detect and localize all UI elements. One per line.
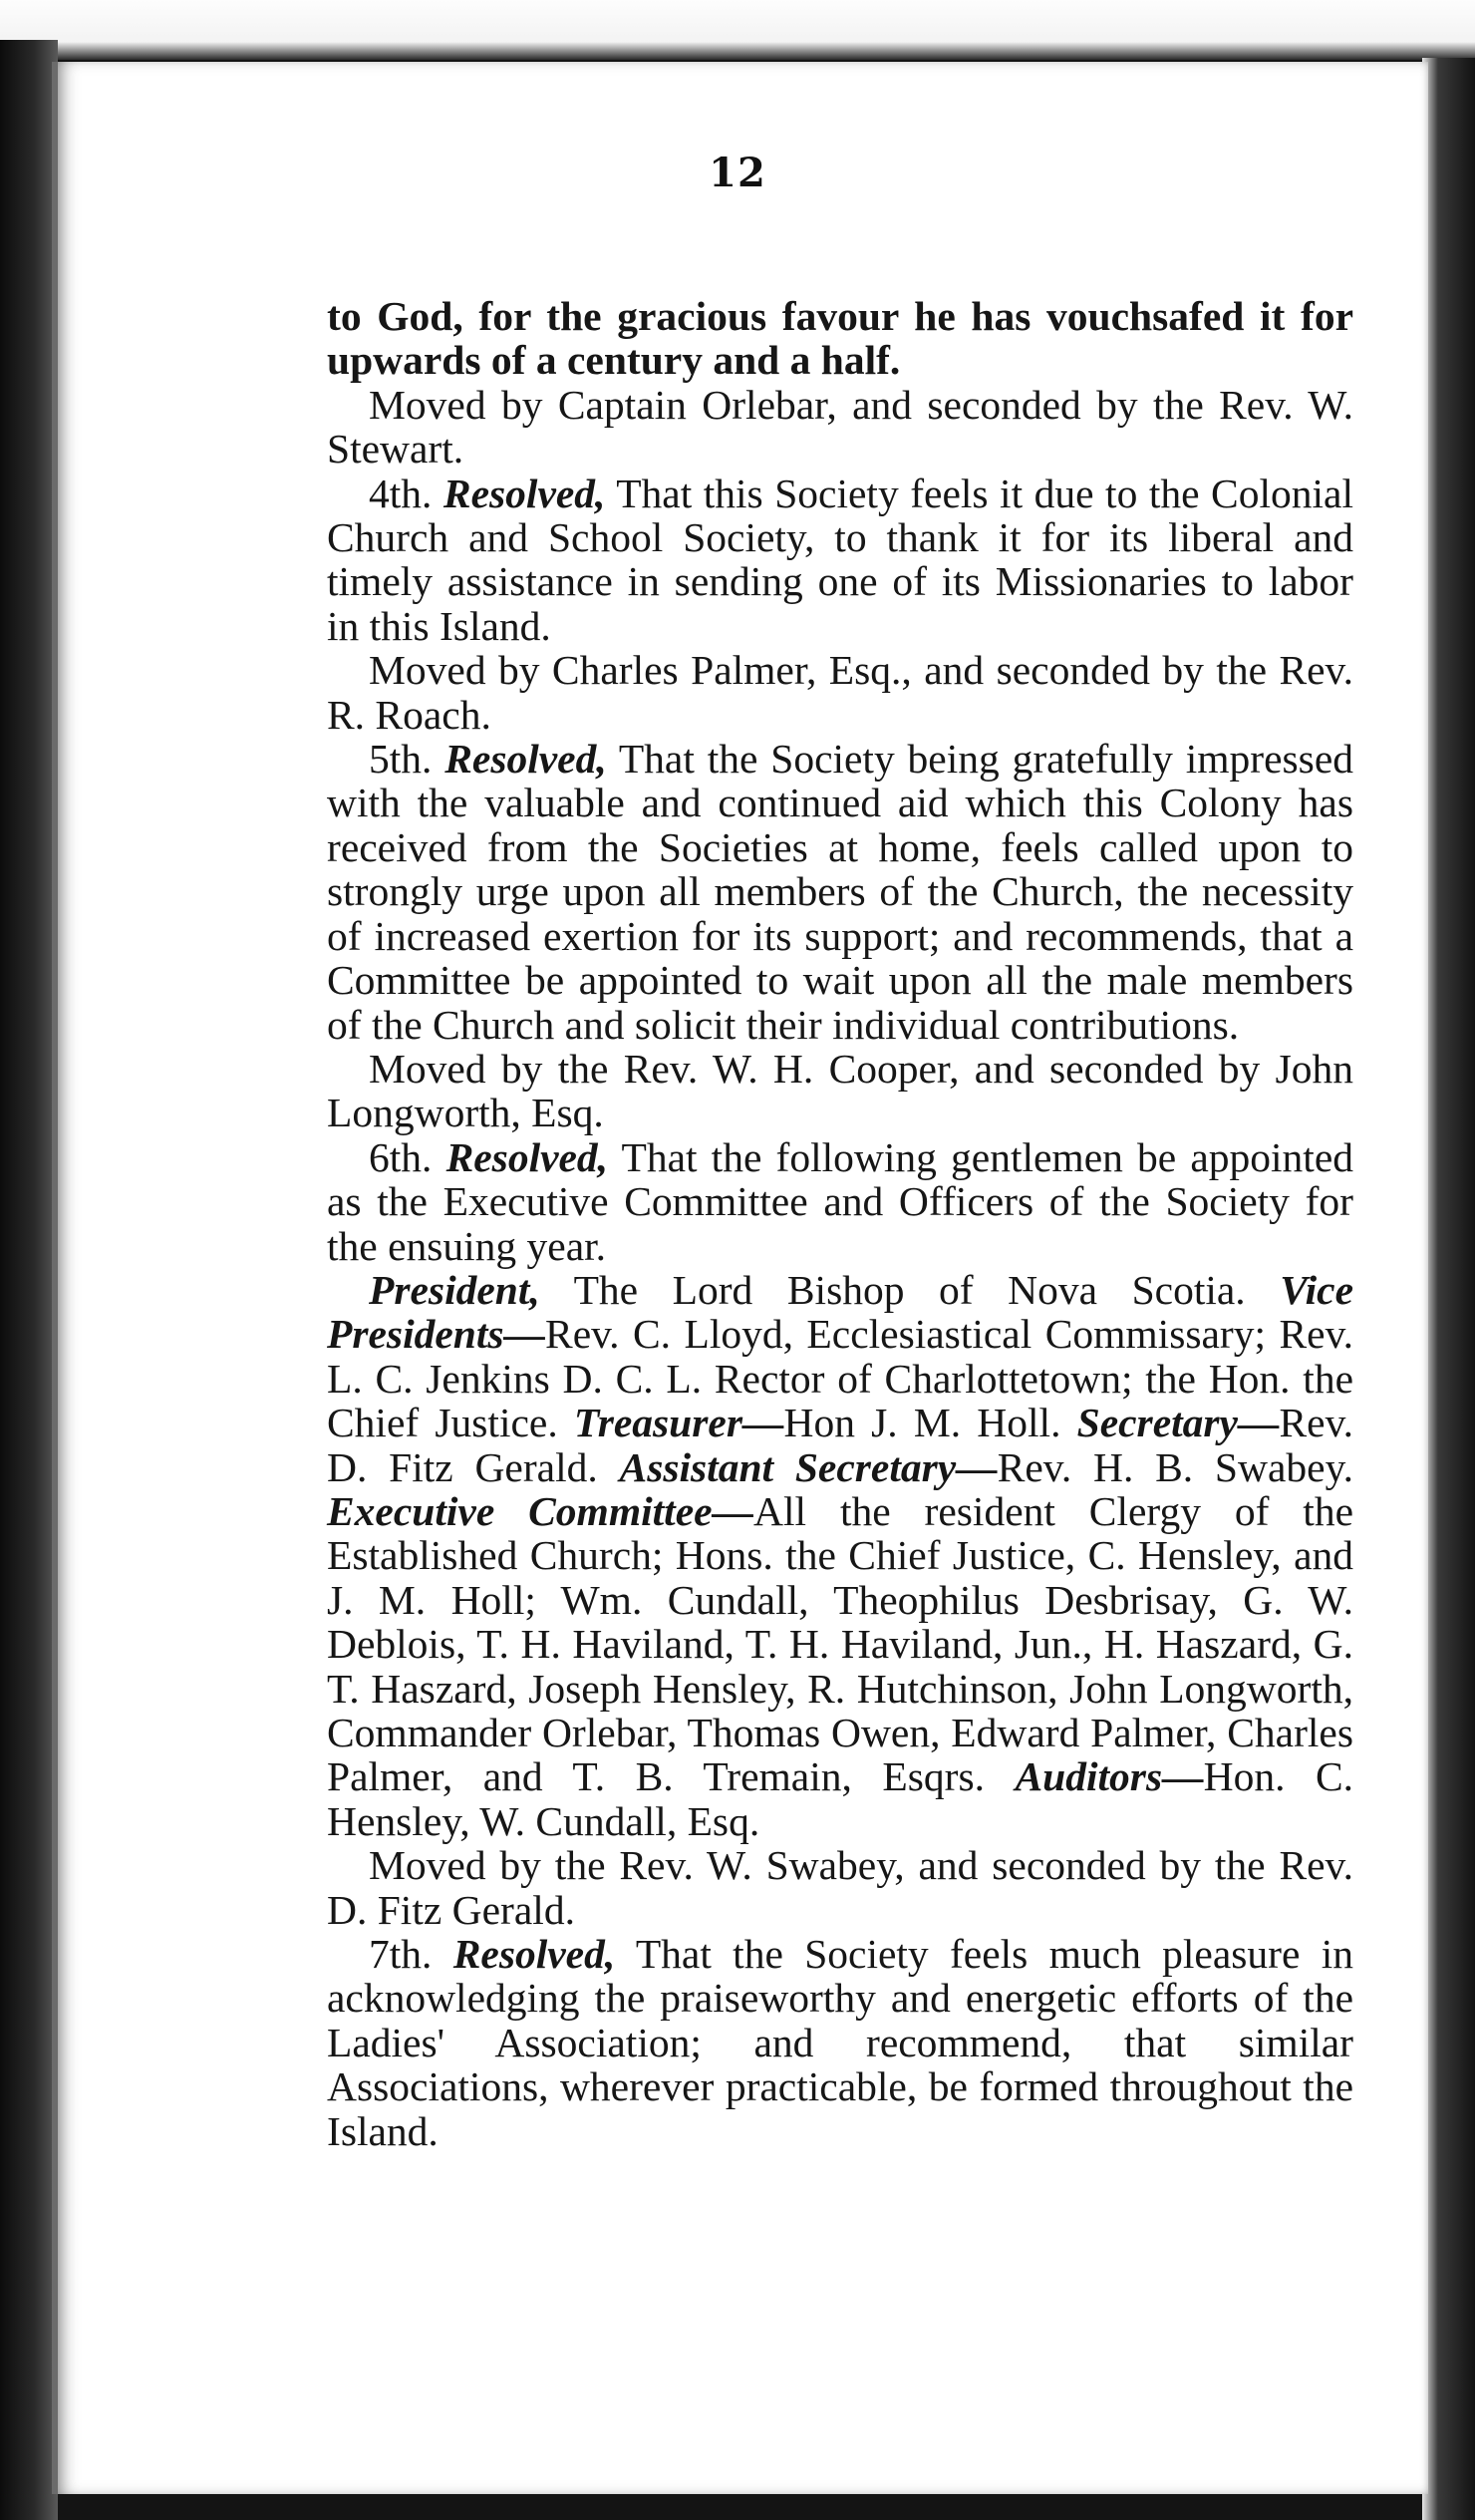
resolved-label: Resolved, [442,470,606,516]
executive-committee-text: All the resident Clergy of the Established Church; Hons. the Chief Justice, C. Hensley, and J. M. Holl; Wm. Cundall, Theophilus Desbrisay, G. W. Deblois, T. H. Haviland, T. H. Haviland, Jun., H. Haszard, G. T. Haszard, Joseph Hensley, R. Hutchinson, John Longworth, Commander Orlebar, Thomas Owen, Edward Palmer, Charles Palmer, and T. B. Tremain, Esqrs. [327,1487,1353,1800]
motion-paragraph: Moved by the Rev. W. H. Cooper, and seconded by John Longworth, Esq. [327,1045,1353,1136]
president-text: The Lord Bishop of Nova Scotia. [539,1266,1281,1313]
motion-paragraph: Moved by the Rev. W. Swabey, and seconded by the Rev. D. Fitz Gerald. [327,1842,1353,1933]
paragraph-continuation: to God, for the gracious favour he has vouchsafed it for upwards of a century and a half. [327,293,1353,384]
assistant-secretary-label: Assistant Secretary— [619,1443,998,1490]
page-body-text [327,294,1353,2153]
resolution-ordinal: 5th. [369,736,433,783]
vice-presidents-text: Rev. C. Lloyd, Ecclesiastical Commissary; Rev. L. C. Jenkins D. C. L. Rector of Charlottetown; the Hon. the Chief Justice. [327,1311,1353,1446]
auditors-label: Auditors— [1015,1753,1204,1800]
scan-top-margin [0,0,1475,60]
motion-paragraph: Moved by Charles Palmer, Esq., and seconded by the Rev. R. Roach. [327,647,1353,738]
secretary-label: Secretary— [1076,1400,1280,1446]
resolution-5 [327,737,1353,1047]
executive-committee-label: Executive Committee— [327,1487,754,1534]
resolution-text: That the Society being gratefully impressed with the valuable and continued aid which this Colony has received from the Societies at home, feels called upon to strongly urge upon all members of the Church, the necessity of increased exertion for its support; and recommends, that a Committee be appointed to wait upon all the male members of the Church and solicit their individual contributions. [327,736,1353,1048]
officers-list [327,1268,1353,1843]
page-number: 12 [709,150,766,196]
book-binding-edge [0,40,58,2520]
auditors-text: Hon. C. Hensley, W. Cundall, Esq. [327,1753,1353,1844]
resolution-text: That the following gentlemen be appointed as the Executive Committee and Officers of the Society for the ensuing year. [327,1133,1353,1269]
resolved-label: Resolved, [452,1931,616,1978]
resolution-6 [327,1135,1353,1268]
resolved-label: Resolved, [444,736,607,783]
resolved-label: Resolved, [445,1133,609,1180]
resolution-ordinal: 6th. [369,1133,433,1180]
resolution-4 [327,472,1353,649]
vice-presidents-label: Vice Presidents— [327,1266,1353,1358]
resolution-ordinal: 7th. [369,1931,433,1978]
treasurer-label: Treasurer— [573,1400,784,1446]
resolution-ordinal: 4th. [369,470,433,516]
page-right-edge [1422,58,1475,2520]
motion-paragraph: Moved by Captain Orlebar, and seconded by the Rev. W. Stewart. [327,381,1353,472]
resolution-text: That the Society feels much pleasure in acknowledging the praiseworthy and energetic efforts of the Ladies' Association; and recommend, that similar Associations, wherever practicable, be formed throughout the Island. [327,1931,1354,2154]
secretary-text: Rev. D. Fitz Gerald. [327,1400,1353,1490]
assistant-secretary-text: Rev. H. B. Swabey. [997,1443,1354,1490]
resolution-text: That this Society feels it due to the Colonial Church and School Society, to thank it for its liberal and timely assistance in sending one of its Missionaries to labor in this Island. [327,470,1353,649]
treasurer-text: Hon J. M. Holl. [783,1400,1077,1446]
resolution-7 [327,1932,1353,2153]
president-label: President, [369,1266,540,1313]
